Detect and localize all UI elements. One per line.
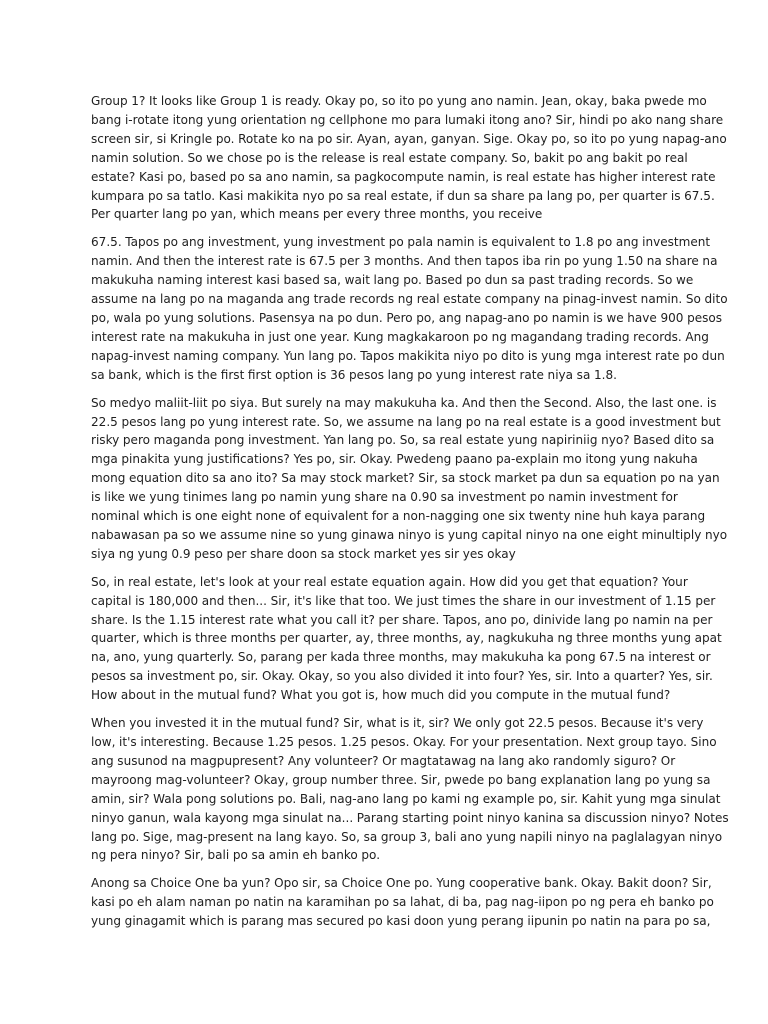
text-line: amin, sir? Wala pong solutions po. Bali, nag-ano lang po kami ng example po, sir. Kahit yung mga sinulat (91, 791, 721, 806)
text-line: So, in real estate, let's look at your real estate equation again. How did you get that equation? Your (91, 574, 688, 589)
document-page (91, 92, 729, 940)
text-line: 67.5. Tapos po ang investment, yung investment po pala namin is equivalent to 1.8 po ang investment (91, 235, 711, 250)
text-line: screen sir, si Kringle po. Rotate ko na po sir. Ayan, ayan, ganyan. Sige. Okay po, so ito po yung napag-ano (91, 131, 727, 146)
text-line: siya ng yung 0.9 peso per share doon sa stock market yes sir yes okay (91, 546, 516, 561)
text-line: ninyo ganun, wala kayong mga sinulat na... Parang starting point ninyo kanina sa discussion ninyo? Notes (91, 810, 729, 825)
text-line: napag-invest naming company. Yun lang po. Tapos makikita niyo po dito is yung mga interest rate po dun (91, 348, 725, 363)
text-line: interest rate na makukuha in just one year. Kung magkakaroon po ng magandang trading records. Ang (91, 329, 709, 344)
text-line: share. Is the 1.15 interest rate what you call it? per share. Tapos, ano po, dinivide lang po namin na per (91, 612, 713, 627)
text-line: capital is 180,000 and then... Sir, it's like that too. We just times the share in our investment of 1.15 per (91, 593, 716, 608)
paragraph-6 (91, 874, 714, 931)
text-line: mga pinakita yung justifications? Yes po, sir. Okay. Pwedeng paano pa-explain mo itong yung nakuha (91, 452, 698, 467)
paragraph-5 (91, 714, 729, 865)
paragraph-4 (91, 573, 722, 705)
text-line: namin solution. So we chose po is the release is real estate company. So, bakit po ang bakit po real (91, 150, 688, 165)
text-line: yung ginagamit which is parang mas secured po kasi doon yung perang iipunin po natin na para po sa, (91, 914, 711, 929)
text-line: po, wala po yung solutions. Pasensya na po dun. Pero po, ang napag-ano po namin is we have 900 pesos (91, 310, 723, 325)
text-line: kumpara po sa tatlo. Kasi makikita nyo po sa real estate, if dun sa share pa lang po, per quarter is 67.5. (91, 188, 715, 203)
text-line: kasi po eh alam naman po natin na karamihan po sa lahat, di ba, pag nag-iipon po ng pera eh banko po (91, 895, 714, 910)
text-line: Group 1? It looks like Group 1 is ready. Okay po, so ito po yung ano namin. Jean, okay, baka pwede mo (91, 94, 707, 108)
text-line: quarter, which is three months per quarter, ay, three months, ay, nagkukuha ng three months yung apat (91, 631, 722, 646)
paragraph-2 (91, 233, 728, 384)
text-line: ang susunod na magpupresent? Any volunteer? Or magtatawag na lang ako randomly siguro? Or (91, 753, 676, 768)
text-line: risky pero maganda pong investment. Yan lang po. So, sa real estate yung napiriniig nyo? Based dito sa (91, 433, 715, 448)
text-line: namin. And then the interest rate is 67.5 per 3 months. And then tapos iba rin po yung 1.50 na share na (91, 254, 718, 269)
text-line: Anong sa Choice One ba yun? Opo sir, sa Choice One po. Yung cooperative bank. Okay. Bakit doon? Sir, (91, 876, 712, 891)
text-line: estate? Kasi po, based po sa ano namin, sa pagkocompute namin, is real estate has higher interest rate (91, 169, 716, 184)
text-line: makukuha naming interest kasi based sa, wait lang po. Based po dun sa past trading records. So we (91, 273, 694, 288)
text-line: nabawasan pa so we assume nine so yung ginawa ninyo is yung capital ninyo na one eight minultiply nyo (91, 527, 728, 542)
text-line: assume na lang po na maganda ang trade records ng real estate company na pinag-invest namin. So dito (91, 292, 728, 307)
text-line: mayroong mag-volunteer? Okay, group number three. Sir, pwede po bang explanation lang po yung sa (91, 772, 711, 787)
text-line: is like we yung tinimes lang po namin yung share na 0.90 sa investment po namin investment for (91, 490, 678, 505)
paragraph-1 (91, 92, 727, 224)
text-line: low, it's interesting. Because 1.25 pesos. 1.25 pesos. Okay. For your presentation. Next group tayo. Sino (91, 735, 717, 749)
text-line: When you invested it in the mutual fund? Sir, what is it, sir? We only got 22.5 pesos. Because it's very (91, 716, 704, 731)
text-line: bang i-rotate itong yung orientation ng cellphone mo para lumaki itong ano? Sir, hindi po ako nang share (91, 112, 724, 127)
text-line: 22.5 pesos lang po yung interest rate. So, we assume na lang po na real estate is a good investment but (91, 414, 721, 429)
text-line: mong equation dito sa ano ito? Sa may stock market? Sir, sa stock market pa dun sa equation po na yan (91, 471, 720, 486)
text-line: lang po. Sige, mag-present na lang kayo. So, sa group 3, bali ano yung napili ninyo na paglalagyan ninyo (91, 829, 723, 844)
text-line: sa bank, which is the first first option is 36 pesos lang po yung interest rate niya sa 1.8. (91, 367, 617, 382)
text-line: Per quarter lang po yan, which means per every three months, you receive (91, 207, 543, 222)
text-line: pesos sa investment po, sir. Okay. Okay, so you also divided it into four? Yes, sir. Into a quarter? Yes, sir. (91, 669, 713, 684)
text-line: So medyo maliit-liit po siya. But surely na may makukuha ka. And then the Second. Also, the last one. is (91, 395, 717, 410)
text-line: ng pera ninyo? Sir, bali po sa amin eh banko po. (91, 848, 381, 863)
text-line: How about in the mutual fund? What you got is, how much did you compute in the mutual fund? (91, 688, 671, 703)
text-line: na, ano, yung quarterly. So, parang per kada three months, may makukuha ka pong 67.5 na interest or (91, 650, 711, 665)
text-line: nominal which is one eight none of equivalent for a non-nagging one six twenty nine huh kaya parang (91, 509, 706, 524)
paragraph-3 (91, 394, 728, 564)
